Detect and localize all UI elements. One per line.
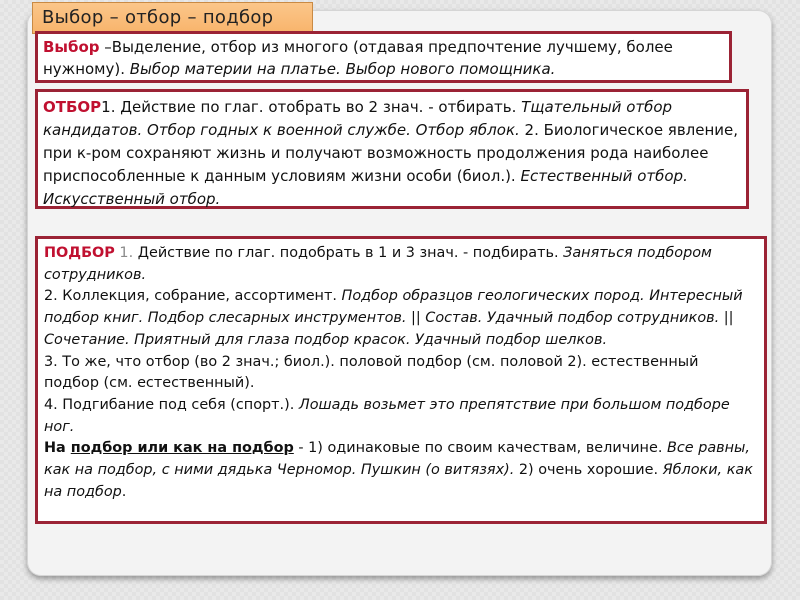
definition-vybor bbox=[35, 31, 732, 83]
sense-text: Действие по глаг. подобрать в 1 и 3 знач. - подбирать. bbox=[133, 245, 564, 261]
examples-2: Естественный отбор. Искусственный отбор. bbox=[43, 167, 688, 208]
sense-number: 1. bbox=[114, 245, 134, 261]
podbor-sense-1 bbox=[44, 243, 756, 286]
podbor-sense-4 bbox=[44, 395, 756, 438]
term-vybor: Выбор bbox=[43, 38, 100, 56]
idiom-example-2: Яблоки, как на подбор bbox=[44, 462, 753, 500]
idiom-sense-2: 2) очень хорошие. bbox=[514, 462, 663, 479]
examples-1: Тщательный отбор кандидатов. Отбор годных к военной службе. Отбор яблок. bbox=[43, 98, 673, 139]
examples: Сочетание. Приятный для глаза подбор красок. Удачный подбор шелков. bbox=[44, 331, 608, 348]
idiom-phrase: подбор или как на подбор bbox=[70, 440, 294, 457]
term-podbor: ПОДБОР bbox=[44, 245, 115, 261]
examples: Заняться подбором сотрудников. bbox=[44, 245, 712, 283]
period: . bbox=[121, 483, 127, 500]
sense-1: 1. Действие по глаг. отобрать во 2 знач. - отбирать. bbox=[101, 98, 522, 116]
separator: || bbox=[719, 310, 734, 327]
definition-otbor bbox=[35, 89, 749, 209]
definition-text: –Выделение, отбор из многого (отдавая предпочтение лучшему, более нужному). bbox=[43, 38, 673, 78]
examples: Подбор образцов геологических пород. Интересный подбор книг. Подбор слесарных инструментов. bbox=[44, 288, 743, 327]
examples: Состав. Удачный подбор сотрудников. bbox=[425, 310, 720, 327]
podbor-idiom bbox=[44, 438, 756, 503]
slide-title: Выбор – отбор – подбор bbox=[32, 2, 313, 34]
idiom-prefix: На bbox=[44, 440, 71, 457]
examples: Выбор материи на платье. Выбор нового помощника. bbox=[129, 60, 556, 78]
sense-2: 2. Биологическое явление, при к-ром сохраняют жизнь и получают возможность продолжения рода наиболее приспособленные к данным условиям жизни особи (биол.). bbox=[43, 121, 739, 185]
term-otbor: ОТБОР bbox=[43, 98, 102, 116]
definition-podbor bbox=[35, 236, 767, 524]
sense-text: 2. Коллекция, собрание, ассортимент. bbox=[44, 288, 342, 305]
idiom-example-1: Все равны, как на подбор, с ними дядька Черномор. Пушкин (о витязях). bbox=[44, 440, 750, 479]
sense-text: 4. Подгибание под себя (спорт.). bbox=[44, 396, 299, 413]
podbor-sense-3: 3. То же, что отбор (во 2 знач.; биол.). половой подбор (см. половой 2). естественный подбор (см. естественный). bbox=[44, 353, 699, 392]
podbor-sense-2 bbox=[44, 286, 756, 351]
separator: || bbox=[406, 310, 426, 327]
examples: Лошадь возьмет это препятствие при большом подборе ног. bbox=[44, 396, 730, 435]
idiom-sense-1: - 1) одинаковые по своим качествам, величине. bbox=[293, 440, 667, 457]
